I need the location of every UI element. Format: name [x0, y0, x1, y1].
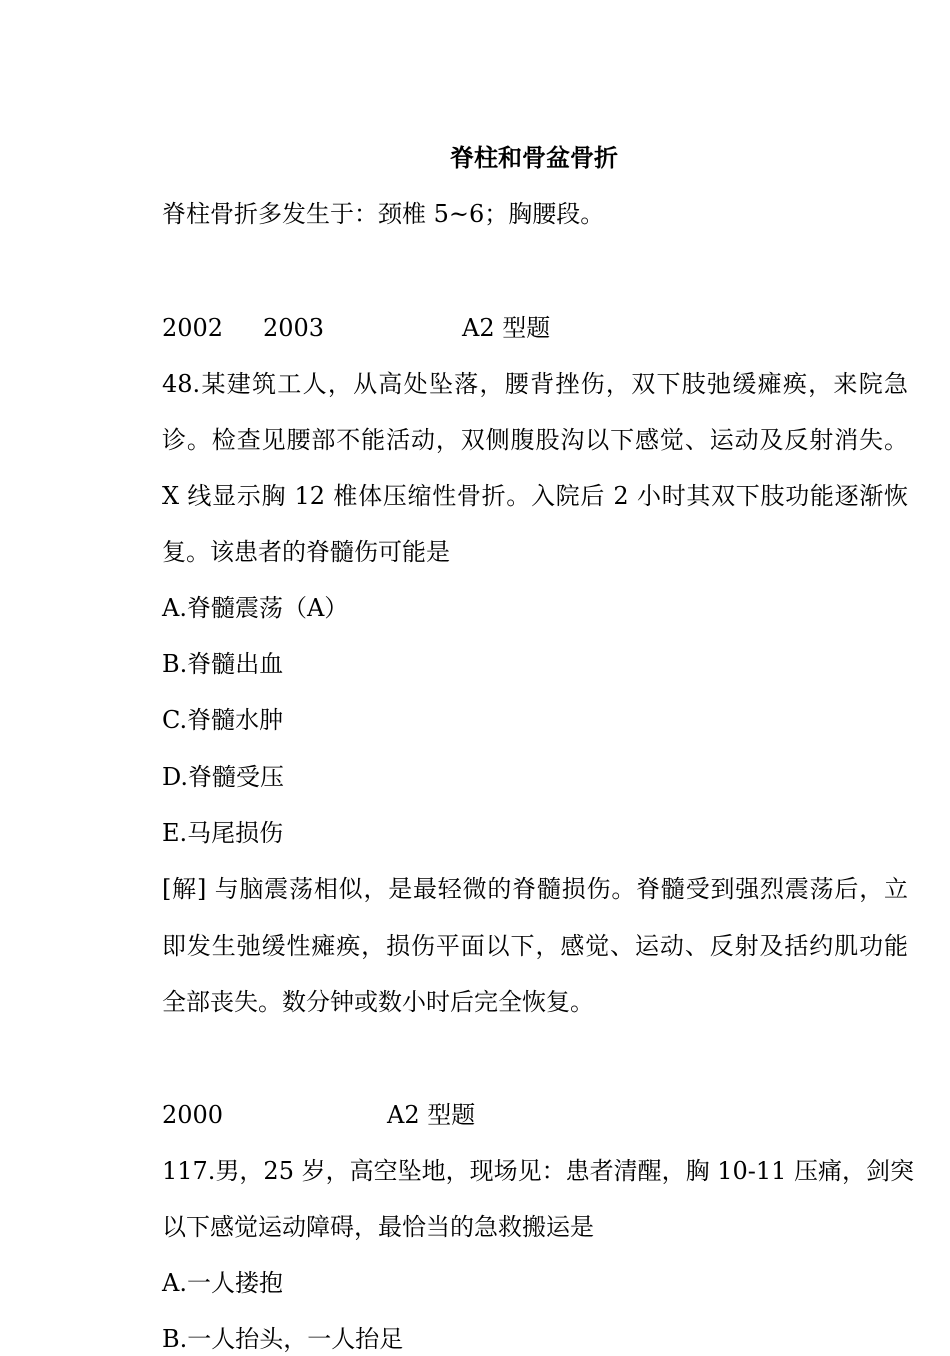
- page-title: 脊柱和骨盆骨折: [450, 143, 618, 172]
- q1-option-b: B.脊髓出血: [162, 650, 284, 678]
- q1-stem-line: 复。该患者的脊髓伤可能是: [162, 538, 450, 566]
- q1-explanation-line: 全部丧失。数分钟或数小时后完全恢复。: [162, 988, 594, 1016]
- q2-stem-line: 117.男，25 岁，高空坠地，现场见：患者清醒，胸 10-11 压痛，剑突: [162, 1157, 915, 1185]
- q2-year: 2000: [162, 1101, 224, 1129]
- q1-option-c: C.脊髓水肿: [162, 706, 284, 734]
- q1-option-e: E.马尾损伤: [162, 819, 284, 847]
- q1-option-d: D.脊髓受压: [162, 763, 285, 791]
- q1-question-type: A2 型题: [462, 314, 551, 342]
- q1-explanation-line: 即发生弛缓性瘫痪，损伤平面以下，感觉、运动、反射及括约肌功能: [162, 932, 908, 960]
- q2-option-b: B.一人抬头，一人抬足: [162, 1325, 404, 1353]
- q1-stem-line: X 线显示胸 12 椎体压缩性骨折。入院后 2 小时其双下肢功能逐渐恢: [162, 482, 908, 510]
- q1-option-a: A.脊髓震荡（A）: [162, 594, 349, 622]
- q1-explanation-line: [解] 与脑震荡相似，是最轻微的脊髓损伤。脊髓受到强烈震荡后，立: [162, 875, 908, 903]
- q2-question-type: A2 型题: [387, 1101, 476, 1129]
- q2-option-a: A.一人搂抱: [162, 1269, 283, 1297]
- intro-text: 脊柱骨折多发生于：颈椎 5~6；胸腰段。: [162, 200, 605, 228]
- q1-stem-line: 48.某建筑工人，从高处坠落，腰背挫伤，双下肢弛缓瘫痪，来院急: [162, 370, 908, 398]
- q1-year-2: 2003: [263, 314, 325, 342]
- q1-stem-line: 诊。检查见腰部不能活动，双侧腹股沟以下感觉、运动及反射消失。: [162, 426, 908, 454]
- q1-year-1: 2002: [162, 314, 224, 342]
- q2-stem-line: 以下感觉运动障碍，最恰当的急救搬运是: [162, 1213, 594, 1241]
